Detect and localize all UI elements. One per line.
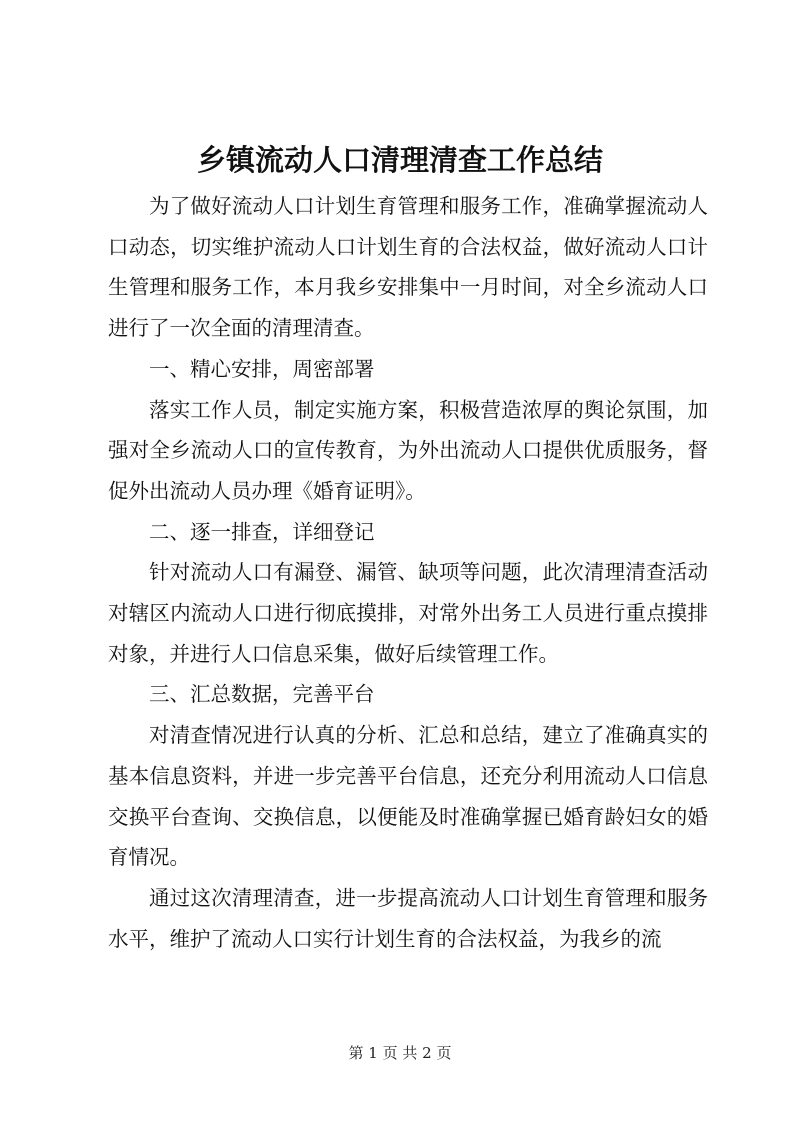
section-3-paragraph: 对清查情况进行认真的分析、汇总和总结，建立了准确真实的基本信息资料，并进一步完善平台信息，还充分利用流动人口信息交换平台查询、交换信息，以便能及时准确掌握已婚育龄妇女的婚育情况。 <box>108 723 708 870</box>
page-footer: 第 1 页 共 2 页 <box>348 1044 452 1062</box>
document-title: 乡镇流动人口清理清查工作总结 <box>196 143 603 177</box>
section-2-paragraph: 针对流动人口有漏登、漏管、缺项等问题，此次清理清查活动对辖区内流动人口进行彻底摸排，对常外出务工人员进行重点摸排对象，并进行人口信息采集，做好后续管理工作。 <box>108 560 708 666</box>
intro-paragraph: 为了做好流动人口计划生育管理和服务工作，准确掌握流动人口动态，切实维护流动人口计划生育的合法权益，做好流动人口计生管理和服务工作，本月我乡安排集中一月时间，对全乡流动人口进行了一次全面的清理清查。 <box>108 194 708 341</box>
document-body <box>108 186 708 959</box>
section-heading-1: 一、精心安排，周密部署 <box>149 356 375 381</box>
section-1-paragraph: 落实工作人员，制定实施方案，积极营造浓厚的舆论氛围，加强对全乡流动人口的宣传教育，为外出流动人口提供优质服务，督促外出流动人员办理《婚育证明》。 <box>108 397 708 503</box>
section-heading-2: 二、逐一排查，详细登记 <box>149 519 375 544</box>
section-heading-3: 三、汇总数据，完善平台 <box>149 682 375 707</box>
conclusion-paragraph: 通过这次清理清查，进一步提高流动人口计划生育管理和服务水平，维护了流动人口实行计划生育的合法权益，为我乡的流 <box>108 885 708 951</box>
